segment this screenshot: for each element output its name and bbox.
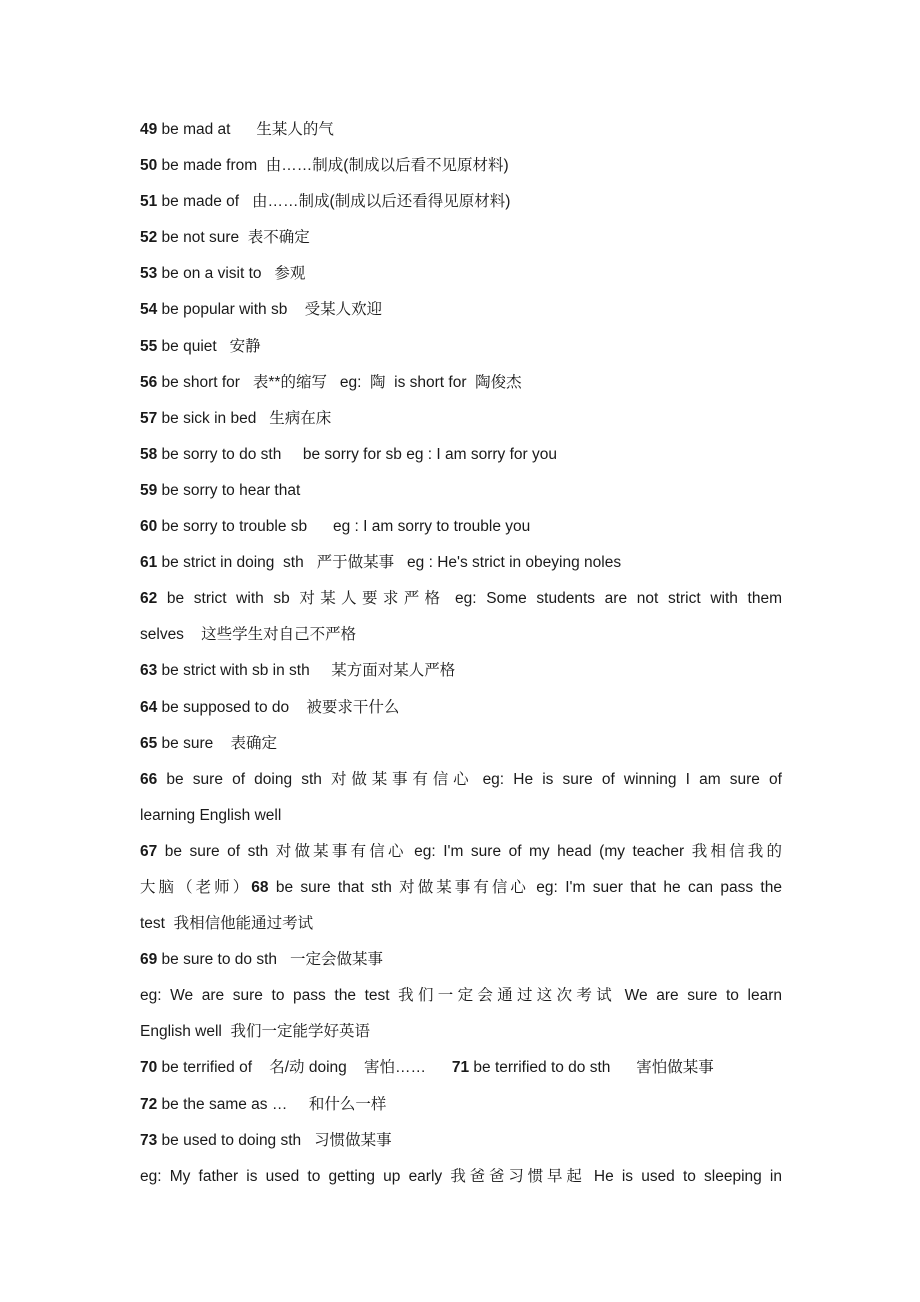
text-line	[140, 365, 782, 401]
item-number: 73	[140, 1131, 158, 1149]
text-line	[140, 1050, 782, 1086]
item-text: 大脑（老师）	[140, 878, 252, 896]
item-text: be made from 由……制成(制成以后看不见原材料)	[157, 157, 509, 175]
item-text: be sure 表确定	[157, 734, 277, 752]
item-number: 70	[140, 1059, 158, 1077]
text-line	[140, 653, 782, 689]
item-number: 65	[140, 734, 158, 752]
item-text: be made of 由……制成(制成以后还看得见原材料)	[157, 193, 511, 211]
text-line	[140, 256, 782, 292]
item-text: be strict with sb 对某人要求严格 eg: Some students are not strict with them	[157, 590, 782, 608]
item-text: be sorry to trouble sb eg : I am sorry to trouble you	[157, 518, 531, 536]
text-line	[140, 329, 782, 365]
item-number: 60	[140, 518, 158, 536]
text-line	[140, 292, 782, 328]
item-number: 63	[140, 662, 158, 680]
item-text: test 我相信他能通过考试	[140, 915, 314, 933]
text-line	[140, 906, 782, 942]
text-line	[140, 1087, 782, 1123]
item-text: be short for 表**的缩写 eg: 陶 is short for 陶俊杰	[157, 373, 522, 391]
item-text: be on a visit to 参观	[157, 265, 306, 283]
text-line	[140, 184, 782, 220]
item-number: 56	[140, 373, 158, 391]
text-line	[140, 148, 782, 184]
item-text: be sure of doing sth 对做某事有信心 eg: He is sure of winning I am sure of	[157, 770, 782, 788]
text-line	[140, 401, 782, 437]
document-body	[140, 112, 782, 1195]
item-text: be strict in doing sth 严于做某事 eg : He's strict in obeying noles	[157, 554, 622, 572]
item-text: be sure that sth 对做某事有信心 eg: I'm suer that he can pass the	[268, 878, 782, 896]
text-line	[140, 545, 782, 581]
text-line	[140, 581, 782, 617]
item-text: selves 这些学生对自己不严格	[140, 626, 357, 644]
item-text: English well 我们一定能学好英语	[140, 1023, 370, 1041]
item-number: 54	[140, 301, 158, 319]
item-number: 62	[140, 590, 158, 608]
item-number: 72	[140, 1095, 158, 1113]
item-text: learning English well	[140, 806, 282, 824]
item-text: be sure of sth 对做某事有信心 eg: I'm sure of my head (my teacher 我相信我的	[157, 842, 782, 860]
item-number: 50	[140, 157, 158, 175]
text-line	[140, 112, 782, 148]
text-line	[140, 509, 782, 545]
text-line	[140, 870, 782, 906]
item-number: 68	[251, 878, 269, 896]
item-number: 53	[140, 265, 158, 283]
item-number: 49	[140, 121, 158, 138]
text-line	[140, 1123, 782, 1159]
item-text: be terrified to do sth 害怕做某事	[469, 1059, 714, 1077]
item-number: 59	[140, 481, 158, 499]
item-text: be supposed to do 被要求干什么	[157, 698, 400, 716]
text-line	[140, 473, 782, 509]
item-number: 71	[451, 1059, 470, 1077]
item-number: 55	[140, 337, 158, 355]
item-number: 57	[140, 409, 158, 427]
item-text: eg: We are sure to pass the test 我们一定会通过这次考试 We are sure to learn	[140, 987, 782, 1005]
text-line	[140, 220, 782, 256]
item-number: 51	[140, 193, 158, 211]
text-line	[140, 1014, 782, 1050]
item-number: 67	[140, 842, 158, 860]
item-text: be sick in bed 生病在床	[157, 409, 332, 427]
text-line	[140, 617, 782, 653]
item-text: be the same as … 和什么一样	[157, 1095, 387, 1113]
item-text: be sorry to do sth be sorry for sb eg : I am sorry for you	[157, 445, 557, 463]
text-line	[140, 978, 782, 1014]
text-line	[140, 1159, 782, 1195]
item-number: 69	[140, 951, 158, 969]
item-number: 61	[140, 554, 158, 572]
item-text: be strict with sb in sth 某方面对某人严格	[157, 662, 456, 680]
item-text: be not sure 表不确定	[157, 229, 310, 247]
item-text: be terrified of 名/动 doing 害怕……	[157, 1059, 452, 1077]
text-line	[140, 762, 782, 798]
item-number: 64	[140, 698, 158, 716]
item-number: 52	[140, 229, 158, 247]
text-line	[140, 726, 782, 762]
text-line	[140, 437, 782, 473]
text-line	[140, 834, 782, 870]
text-line	[140, 942, 782, 978]
item-text: be sure to do sth 一定会做某事	[157, 951, 383, 969]
item-number: 66	[140, 770, 158, 788]
item-text: eg: My father is used to getting up early 我爸爸习惯早起 He is used to sleeping in	[140, 1167, 782, 1185]
text-line	[140, 798, 782, 834]
item-text: be sorry to hear that	[157, 481, 301, 499]
item-text: be mad at 生某人的气	[157, 121, 334, 138]
item-number: 58	[140, 445, 158, 463]
item-text: be quiet 安静	[157, 337, 261, 355]
item-text: be used to doing sth 习惯做某事	[157, 1131, 392, 1149]
item-text: be popular with sb 受某人欢迎	[157, 301, 383, 319]
text-line	[140, 690, 782, 726]
